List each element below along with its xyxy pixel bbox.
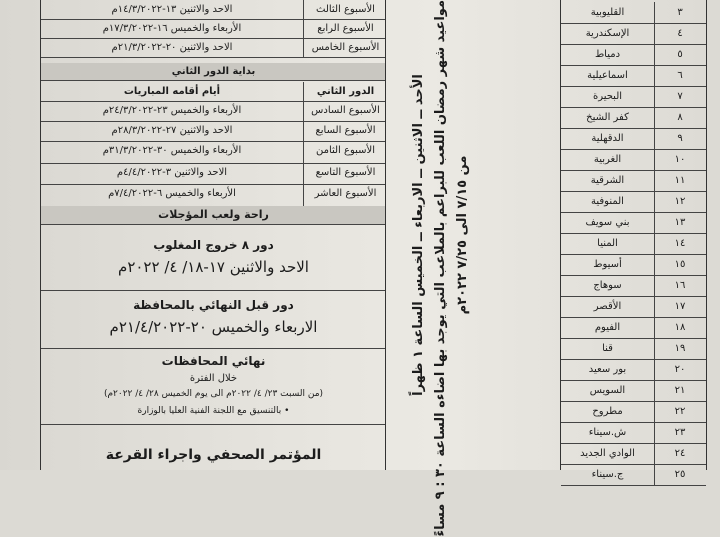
governorate-number: ٥ bbox=[677, 49, 683, 60]
table-row bbox=[561, 233, 706, 255]
schedule-week: الأسبوع الثالث bbox=[303, 0, 387, 19]
table-row bbox=[41, 121, 386, 142]
table-row bbox=[561, 170, 706, 192]
governorate-name: الوادي الجديد bbox=[561, 443, 655, 464]
table-row bbox=[561, 107, 706, 129]
schedule-date: الاحد والاثنين ٢٠-٢١/٣/٢٠٢٢م bbox=[111, 42, 233, 53]
governorate-name: الأقصر bbox=[561, 296, 655, 317]
governorate-name: ج.سيناء bbox=[561, 464, 655, 485]
governorate-name: أسيوط bbox=[561, 254, 655, 275]
rest-note: راحة ولعب المؤجلات bbox=[41, 206, 386, 225]
table-row bbox=[561, 422, 706, 444]
governorate-number: ١٢ bbox=[674, 196, 686, 207]
governorate-number: ٨ bbox=[677, 112, 683, 123]
governorate-number: ٧ bbox=[677, 91, 683, 102]
semi-final-date: الاربعاء والخميس ٢٠-٢١/٤/٢٠٢٢م bbox=[109, 318, 318, 336]
ramadan-schedule-note bbox=[385, 0, 496, 537]
table-row bbox=[561, 296, 706, 318]
governorate-number: ١٧ bbox=[674, 301, 686, 312]
governorate-number: ١٩ bbox=[674, 343, 686, 354]
governorate-name: سوهاج bbox=[561, 275, 655, 296]
semi-final-title: دور قبل النهائي بالمحافظة bbox=[133, 298, 294, 312]
schedule-date: الأربعاء والخميس ٣٠-٣١/٣/٢٠٢٢م bbox=[102, 145, 242, 156]
table-row bbox=[41, 38, 386, 58]
table-row bbox=[41, 0, 386, 20]
final-date-range: (من السبت ٢٣/ ٤/ ٢٠٢٢م الى يوم الخميس ٢٨/ ٤/ ٢٠٢٢م) bbox=[103, 389, 324, 399]
table-row bbox=[561, 338, 706, 360]
governorate-name: الفيوم bbox=[561, 317, 655, 338]
table-row bbox=[561, 317, 706, 339]
table-row bbox=[561, 65, 706, 87]
table-row bbox=[561, 191, 706, 213]
final-note: • بالتنسيق مع اللجنة الفنية العليا بالوزارة bbox=[137, 406, 290, 416]
governorate-name: كفر الشيخ bbox=[561, 107, 655, 128]
governorate-number: ٢٤ bbox=[674, 448, 686, 459]
schedule-week: الأسبوع السابع bbox=[303, 121, 387, 141]
table-row bbox=[41, 101, 386, 122]
governorate-name: بور سعيد bbox=[561, 359, 655, 380]
schedule-week: الأسبوع العاشر bbox=[303, 184, 387, 206]
table-row bbox=[41, 184, 386, 207]
schedule-date: الاحد والاثنين ١٣-١٤/٣/٢٠٢٢م bbox=[111, 4, 233, 15]
round-of-8-date: الاحد والاثنين ١٧-١٨/ ٤/ ٢٠٢٢م bbox=[118, 258, 309, 276]
schedule-date: الأربعاء والخميس ١٦-١٧/٣/٢٠٢٢م bbox=[102, 23, 242, 34]
governorate-number: ٢١ bbox=[674, 385, 686, 396]
table-row bbox=[561, 443, 706, 465]
vertical-line: مواعيد شهر رمضان اللعب للبراعم بالملاعب التي يوجد بها اضاءه الساعة ٣٠ : ٩ مساءً bbox=[433, 0, 448, 537]
governorate-number: ١٥ bbox=[674, 259, 686, 270]
table-row bbox=[561, 128, 706, 150]
table-row bbox=[561, 380, 706, 402]
schedule-date: الاحد والاثنين ٢٧-٢٨/٣/٢٠٢٢م bbox=[111, 125, 233, 136]
schedule-table bbox=[40, 0, 386, 470]
governorate-name: بني سويف bbox=[561, 212, 655, 233]
column-header-round: الدور الثاني bbox=[303, 82, 387, 101]
schedule-week: الأسبوع السادس bbox=[303, 101, 387, 121]
governorate-number: ٦ bbox=[677, 70, 683, 81]
table-row bbox=[561, 401, 706, 423]
table-row bbox=[561, 464, 706, 486]
vertical-line: من ٧/١٥ الى ٧/٢٥ ٢٠٢٢م bbox=[455, 155, 470, 315]
schedule-week: الأسبوع التاسع bbox=[303, 163, 387, 184]
governorate-number: ٤ bbox=[677, 28, 683, 39]
governorate-name: الدقهلية bbox=[561, 128, 655, 149]
divider bbox=[41, 290, 386, 291]
governorate-name: المنوفية bbox=[561, 191, 655, 212]
governorate-number: ٢٠ bbox=[674, 364, 686, 375]
governorate-number: ٢٣ bbox=[674, 427, 686, 438]
governorate-number: ١٨ bbox=[674, 322, 686, 333]
table-row bbox=[41, 19, 386, 39]
governorate-name: المنيا bbox=[561, 233, 655, 254]
table-row bbox=[561, 44, 706, 66]
schedule-week: الأسبوع الخامس bbox=[303, 38, 387, 57]
second-round-title: بداية الدور الثاني bbox=[41, 63, 386, 81]
schedule-date: الأربعاء والخميس ٢٣-٢٤/٣/٢٠٢٢م bbox=[102, 105, 242, 116]
table-row bbox=[561, 212, 706, 234]
schedule-date: الأربعاء والخميس ٦-٧/٤/٢٠٢٢م bbox=[108, 188, 236, 199]
final-title: نهائي المحافظات bbox=[161, 354, 266, 368]
table-row bbox=[561, 86, 706, 108]
governorate-name: القليوبية bbox=[561, 2, 655, 23]
governorate-name: اسماعيلية bbox=[561, 65, 655, 86]
final-period: خلال الفترة bbox=[189, 373, 238, 384]
table-row bbox=[561, 275, 706, 297]
press-conference: المؤتمر الصحفي واجراء القرعة bbox=[105, 447, 322, 463]
governorate-number: ٢٢ bbox=[674, 406, 686, 417]
rotated-text-block bbox=[408, 0, 474, 537]
table-row bbox=[561, 254, 706, 276]
governorate-name: الغربية bbox=[561, 149, 655, 170]
governorate-name: الشرقية bbox=[561, 170, 655, 191]
governorate-name: دمياط bbox=[561, 44, 655, 65]
vertical-line: الأحد ــ الاثنين ــ الاربعاء ــ الخميس الساعة ١ ظهراً bbox=[411, 74, 426, 396]
schedule-week: الأسبوع الرابع bbox=[303, 19, 387, 38]
governorate-name: البحيرة bbox=[561, 86, 655, 107]
divider bbox=[41, 424, 386, 425]
governorates-table bbox=[560, 0, 707, 480]
table-row bbox=[41, 141, 386, 164]
governorate-name: قنا bbox=[561, 338, 655, 359]
governorate-number: ٩ bbox=[677, 133, 683, 144]
governorate-number: ٣ bbox=[677, 7, 683, 18]
schedule-date: الاحد والاثنين ٣-٤/٤/٢٠٢٢م bbox=[116, 167, 228, 178]
table-header-row bbox=[41, 82, 386, 102]
governorate-number: ١٠ bbox=[674, 154, 686, 165]
table-row bbox=[41, 163, 386, 185]
round-of-8-title: دور ٨ خروج المغلوب bbox=[153, 238, 274, 252]
divider bbox=[41, 348, 386, 349]
governorate-name: السويس bbox=[561, 380, 655, 401]
governorate-number: ١١ bbox=[674, 175, 686, 186]
table-row bbox=[561, 23, 706, 45]
schedule-week: الأسبوع الثامن bbox=[303, 141, 387, 163]
governorate-number: ٢٥ bbox=[674, 469, 686, 480]
table-row bbox=[561, 2, 706, 24]
governorate-number: ١٦ bbox=[674, 280, 686, 291]
table-row bbox=[561, 149, 706, 171]
column-header-dates: أيام أقامه المباريات bbox=[123, 86, 221, 97]
governorate-name: ش.سيناء bbox=[561, 422, 655, 443]
governorate-name: الإسكندرية bbox=[561, 23, 655, 44]
governorate-number: ١٤ bbox=[674, 238, 686, 249]
governorate-name: مطروح bbox=[561, 401, 655, 422]
governorate-number: ١٣ bbox=[674, 217, 686, 228]
table-row bbox=[561, 359, 706, 381]
